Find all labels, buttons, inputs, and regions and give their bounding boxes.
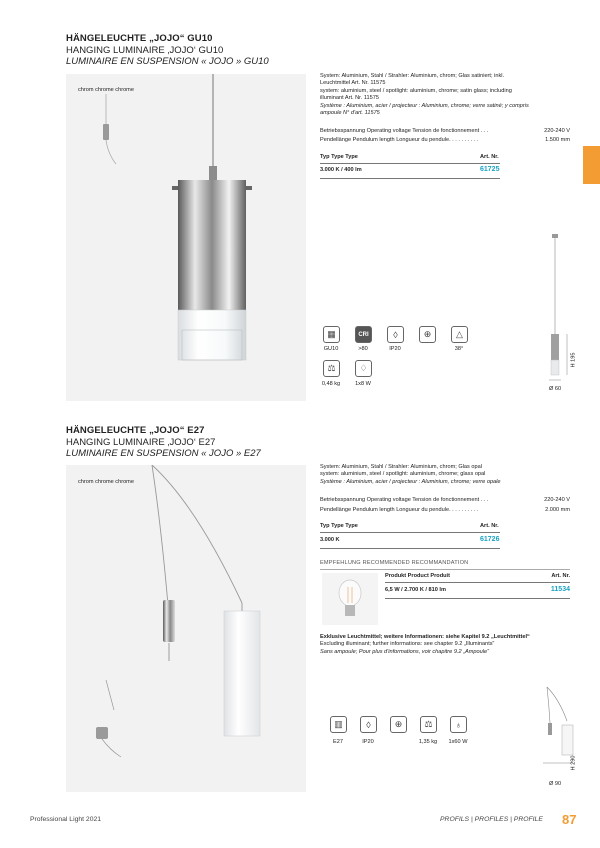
divider <box>320 548 500 549</box>
icon-label: 1,35 kg <box>418 739 438 745</box>
type-header-row <box>320 523 500 530</box>
exclusive-note <box>320 634 580 656</box>
spec-block-2 <box>320 464 570 486</box>
lamp-illustration <box>66 74 306 401</box>
divider <box>385 598 570 599</box>
product-header-row <box>385 573 570 580</box>
voltage-value: 220-240 V <box>544 128 570 134</box>
icon-label: 0,48 kg <box>321 381 341 387</box>
weight-icon: ⚖ <box>323 360 340 377</box>
protection-class-icon: ⊕ <box>419 326 436 343</box>
artnr-value: 61726 <box>480 536 500 543</box>
bulb-icon: ♁ <box>450 716 467 733</box>
cri-icon: CRI <box>355 326 372 343</box>
type-header: Typ Type Type <box>320 523 358 529</box>
chapter-tab <box>583 146 600 184</box>
product-artnr-header: Art. Nr. <box>551 573 570 579</box>
gu10-socket-icon: ▦ <box>323 326 340 343</box>
dimension-drawing-gu10 <box>535 230 585 400</box>
voltage-row <box>320 128 570 135</box>
footer-section: PROFILS | PROFILES | PROFILE <box>440 816 543 823</box>
weight-icon: ⚖ <box>420 716 437 733</box>
icon-label: IP20 <box>362 739 374 745</box>
icon-label: E27 <box>333 739 343 745</box>
section1-title-en: HANGING LUMINAIRE ‚JOJO‘ GU10 <box>66 45 224 56</box>
spec-line: Système : Aluminium, acier / projecteur : Aluminium, chrome; verre satiné; y compris <box>320 102 529 109</box>
artnr-header: Art. Nr. <box>480 154 499 160</box>
spec-line: System: Aluminium, Stahl / Strahler: Aluminium, chrom; Glas satiniert; inkl. <box>320 73 505 79</box>
product-photo-e27 <box>66 465 306 792</box>
section2-title-de: HÄNGELEUCHTE „JOJO“ E27 <box>66 425 205 436</box>
ip-drop-icon: ◊ <box>387 326 404 343</box>
type-header-row <box>320 154 500 161</box>
spec-line: Leuchtmittel Art. Nr. 11575 <box>320 80 386 87</box>
product-artnr: 11534 <box>550 586 570 593</box>
footer-catalog-title: Professional Light 2021 <box>30 816 102 823</box>
icon-label: 1x8 W <box>355 381 371 387</box>
type-value: 3.000 K <box>320 537 340 543</box>
spotlight-icon: ♢ <box>355 360 372 377</box>
icon-label: GU10 <box>323 346 339 352</box>
exclusive-line: Exklusive Leuchtmittel; weitere Informationen: siehe Kapitel 9.2 „Leuchtmittel“ <box>320 634 530 640</box>
ip-drop-icon: ◊ <box>360 716 377 733</box>
protection-class-icon: ⊕ <box>390 716 407 733</box>
product-header: Produkt Product Produit <box>385 573 450 579</box>
icon-label: IP20 <box>389 346 401 352</box>
page-number: 87 <box>562 812 577 827</box>
icon-label: 1x60 W <box>448 739 468 745</box>
spec-line: illuminant Art. Nr. 11575 <box>320 95 379 102</box>
pendulum-label: Pendellänge Pendulum length Longueur du pendule. . . . . . . . . . <box>320 507 479 513</box>
type-row <box>320 167 500 174</box>
recommend-title: EMPFEHLUNG RECOMMENDED RECOMMANDATION <box>320 560 469 566</box>
dim-height: H 290 <box>570 755 577 771</box>
product-value: 6,5 W / 2.700 K / 810 lm <box>385 587 446 593</box>
pendulum-row <box>320 137 570 144</box>
divider <box>320 569 570 570</box>
icon-label: 38° <box>454 346 464 352</box>
artnr-header: Art. Nr. <box>480 523 499 529</box>
pendulum-value: 2.000 mm <box>545 507 570 513</box>
product-photo-gu10 <box>66 74 306 401</box>
dim-height: H 195 <box>570 352 577 368</box>
spec-line: system: aluminium, steel / spotlight: aluminium, chrome; satin glass; including <box>320 87 512 94</box>
pendulum-value: 1.500 mm <box>545 137 570 143</box>
spec-line: System: Aluminium, Stahl / Strahler: Aluminium, chrom; Glas opal <box>320 464 482 470</box>
product-row <box>385 587 570 594</box>
spec-line: ampoule N° d'art. 11575 <box>320 110 380 117</box>
finish-label: chrom chrome chrome <box>78 87 134 93</box>
dim-diameter: Ø 60 <box>549 386 562 392</box>
divider <box>320 178 500 179</box>
section1-title-fr: LUMINAIRE EN SUSPENSION « JOJO » GU10 <box>66 56 269 67</box>
type-value: 3.000 K / 400 lm <box>320 167 362 173</box>
finish-label: chrom chrome chrome <box>78 479 134 485</box>
icon-label: >80 <box>358 346 368 352</box>
voltage-row <box>320 497 570 504</box>
voltage-label: Betriebsspannung Operating voltage Tension de fonctionnement . . . <box>320 497 489 503</box>
section2-title-fr: LUMINAIRE EN SUSPENSION « JOJO » E27 <box>66 448 261 459</box>
beam-angle-icon: △ <box>451 326 468 343</box>
divider <box>385 582 570 583</box>
type-row <box>320 537 500 544</box>
lamp-illustration <box>66 465 306 792</box>
voltage-value: 220-240 V <box>544 497 570 503</box>
artnr-value: 61725 <box>480 166 500 173</box>
section2-title-en: HANGING LUMINAIRE ‚JOJO‘ E27 <box>66 437 216 448</box>
dim-diameter: Ø 90 <box>549 781 562 787</box>
type-header: Typ Type Type <box>320 154 358 160</box>
spec-line: system: aluminium, steel / spotlight: aluminium, chrome; glass opal <box>320 471 486 478</box>
bulb-icon <box>322 573 378 625</box>
spec-line: Système : Aluminium, acier / projecteur : Aluminium, chrome; verre opale <box>320 478 501 485</box>
divider <box>320 532 500 533</box>
e27-socket-icon: ▥ <box>330 716 347 733</box>
pendulum-label: Pendellänge Pendulum length Longueur du pendule. . . . . . . . . . <box>320 137 479 143</box>
divider <box>320 163 500 164</box>
pendulum-row <box>320 507 570 514</box>
spec-block-1 <box>320 73 570 117</box>
exclusive-line: Sans ampoule; Pour plus d'informations, voir chapitre 9.2 „Ampoule“ <box>320 648 489 655</box>
section1-title-de: HÄNGELEUCHTE „JOJO“ GU10 <box>66 33 213 44</box>
voltage-label: Betriebsspannung Operating voltage Tension de fonctionnement . . . <box>320 128 489 134</box>
exclusive-line: Excluding illuminant; further informations: see chapter 9.2 „Illuminants“ <box>320 641 495 648</box>
recommended-bulb-image <box>322 573 378 625</box>
